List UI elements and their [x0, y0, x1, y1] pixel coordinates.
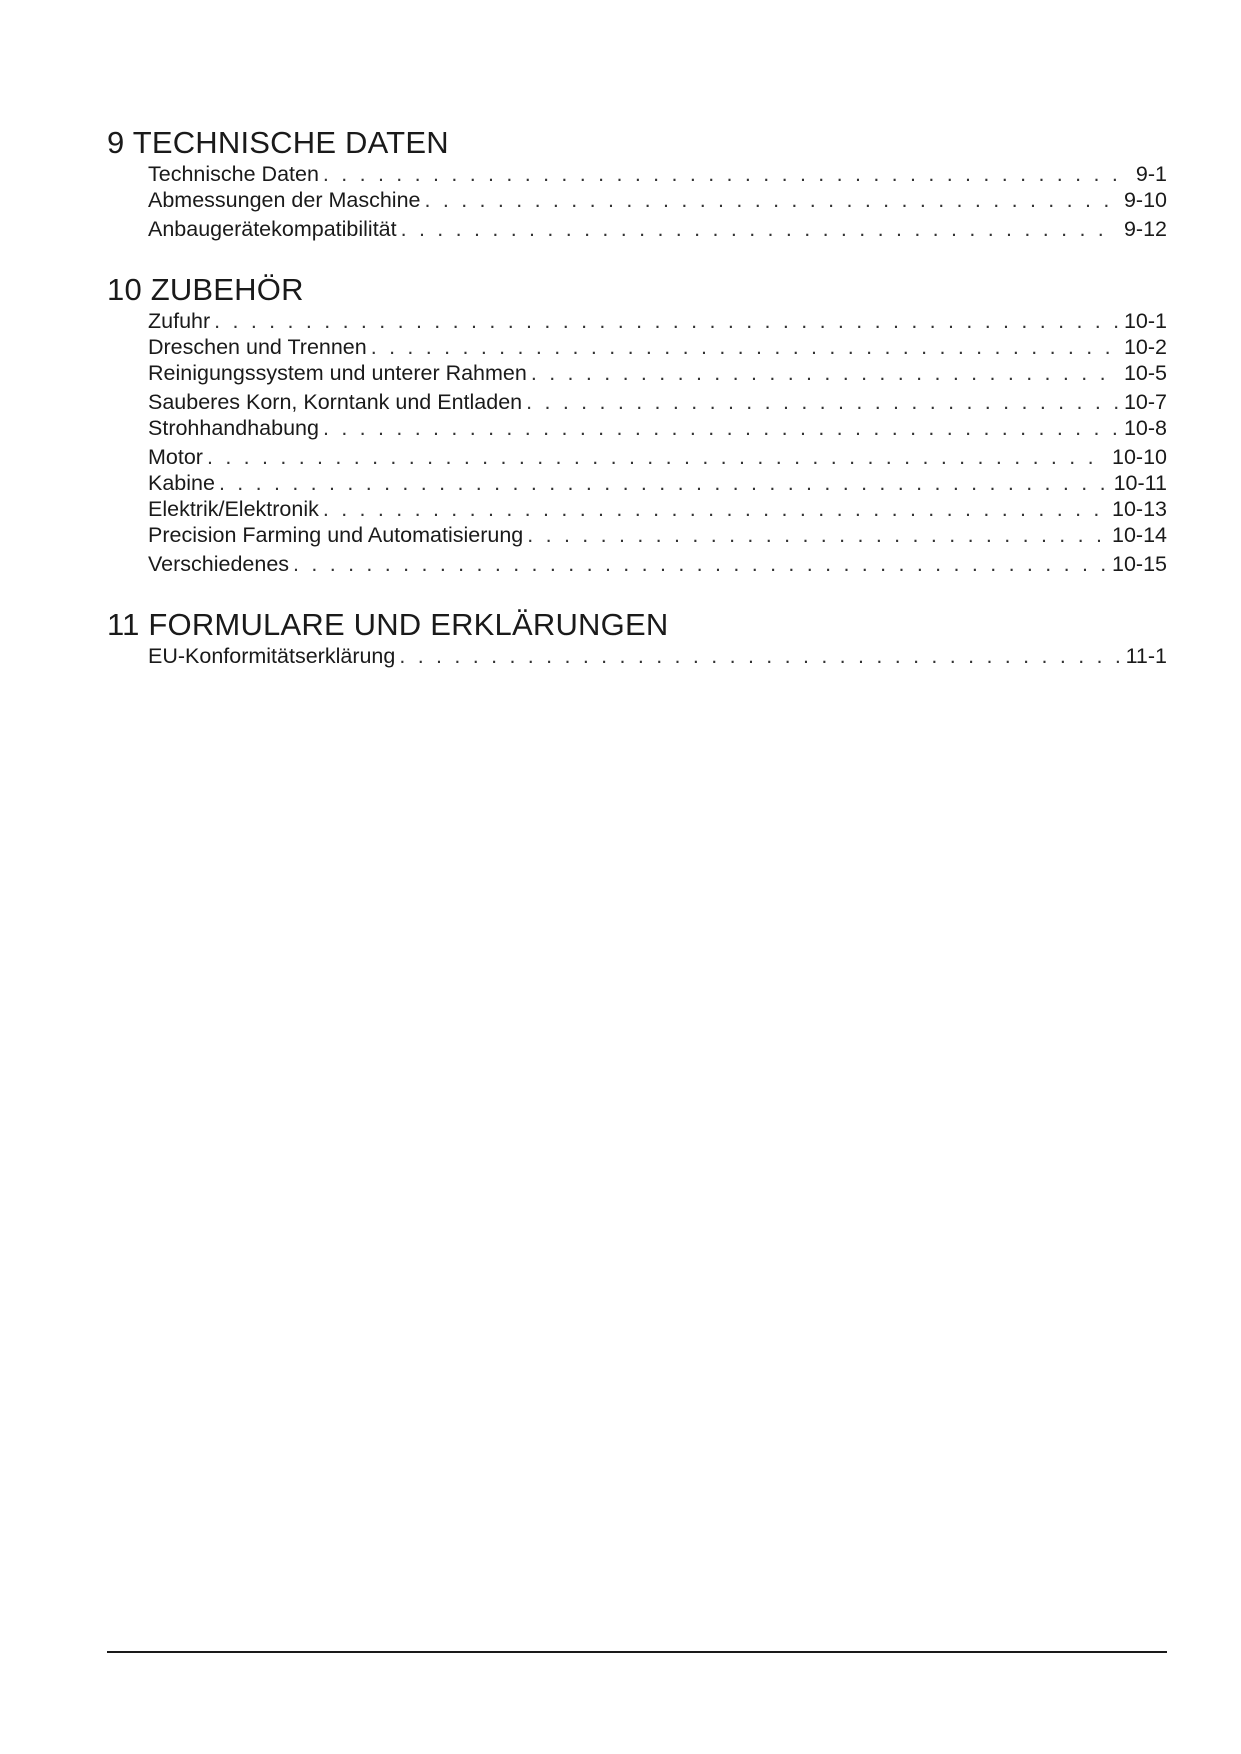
- toc-entry-page: 10-15: [1112, 552, 1167, 576]
- toc-entry-page: 10-13: [1112, 497, 1167, 521]
- toc-entry[interactable]: [148, 643, 1167, 669]
- dot-leader: [527, 522, 1106, 548]
- toc-entry-label: Kabine: [148, 471, 215, 495]
- chapter-title: 11 FORMULARE UND ERKLÄRUNGEN: [107, 607, 669, 642]
- dot-leader: [371, 334, 1118, 360]
- dot-leader: [293, 551, 1106, 577]
- toc-entry-page: 10-10: [1112, 445, 1167, 469]
- table-of-contents: [107, 125, 1167, 669]
- toc-entry-label: Motor: [148, 445, 203, 469]
- dot-leader: [219, 470, 1108, 496]
- toc-entry-page: 10-14: [1112, 523, 1167, 547]
- toc-entry-page: 10-5: [1123, 361, 1167, 385]
- toc-entry-page: 10-8: [1123, 416, 1167, 440]
- toc-entry-page: 9-1: [1135, 162, 1167, 186]
- toc-entry-label: Reinigungssystem und unterer Rahmen: [148, 361, 527, 385]
- toc-entry[interactable]: [148, 444, 1167, 470]
- toc-entry[interactable]: [148, 334, 1167, 360]
- toc-entry[interactable]: [148, 360, 1167, 386]
- toc-entry[interactable]: [148, 308, 1167, 334]
- toc-entry[interactable]: [148, 187, 1167, 213]
- toc-entry-label: Elektrik/Elektronik: [148, 497, 319, 521]
- toc-entry-label: Zufuhr: [148, 309, 211, 333]
- toc-entry[interactable]: [148, 551, 1167, 577]
- dot-leader: [399, 643, 1119, 669]
- toc-entry-page: 9-12: [1123, 217, 1167, 241]
- toc-entry-label: EU-Konformitätserklärung: [148, 644, 396, 668]
- dot-leader: [214, 308, 1118, 334]
- dot-leader: [323, 161, 1130, 187]
- dot-leader: [207, 444, 1106, 470]
- dot-leader: [323, 496, 1106, 522]
- dot-leader: [401, 216, 1118, 242]
- dot-leader: [531, 360, 1118, 386]
- dot-leader: [526, 389, 1118, 415]
- toc-entry-label: Technische Daten: [148, 162, 319, 186]
- dot-leader: [323, 415, 1118, 441]
- toc-entry-page: 10-7: [1123, 390, 1167, 414]
- toc-entry-label: Precision Farming und Automatisierung: [148, 523, 524, 547]
- toc-entry-page: 9-10: [1123, 188, 1167, 212]
- toc-entry-page: 11-1: [1125, 644, 1167, 668]
- toc-entry[interactable]: [148, 522, 1167, 548]
- dot-leader: [425, 187, 1118, 213]
- chapter-section: [107, 125, 1167, 242]
- toc-entry[interactable]: [148, 389, 1167, 415]
- toc-entry[interactable]: [148, 470, 1167, 496]
- toc-entry[interactable]: [148, 415, 1167, 441]
- toc-entry-page: 10-2: [1123, 335, 1167, 359]
- chapter-section: [107, 272, 1167, 577]
- toc-entry-label: Strohhandhabung: [148, 416, 319, 440]
- chapter-title: 10 ZUBEHÖR: [107, 272, 304, 307]
- toc-entry-page: 10-1: [1123, 309, 1167, 333]
- chapter-section: [107, 607, 1167, 669]
- toc-entry-label: Verschiedenes: [148, 552, 290, 576]
- toc-entry[interactable]: [148, 161, 1167, 187]
- toc-entry-label: Anbaugerätekompatibilität: [148, 217, 397, 241]
- toc-entry-page: 10-11: [1113, 471, 1167, 495]
- footer-divider: [107, 1651, 1167, 1653]
- toc-entry-label: Sauberes Korn, Korntank und Entladen: [148, 390, 523, 414]
- chapter-title: 9 TECHNISCHE DATEN: [107, 125, 449, 160]
- toc-entry[interactable]: [148, 216, 1167, 242]
- toc-entry-label: Dreschen und Trennen: [148, 335, 367, 359]
- toc-entry-label: Abmessungen der Maschine: [148, 188, 421, 212]
- toc-entry[interactable]: [148, 496, 1167, 522]
